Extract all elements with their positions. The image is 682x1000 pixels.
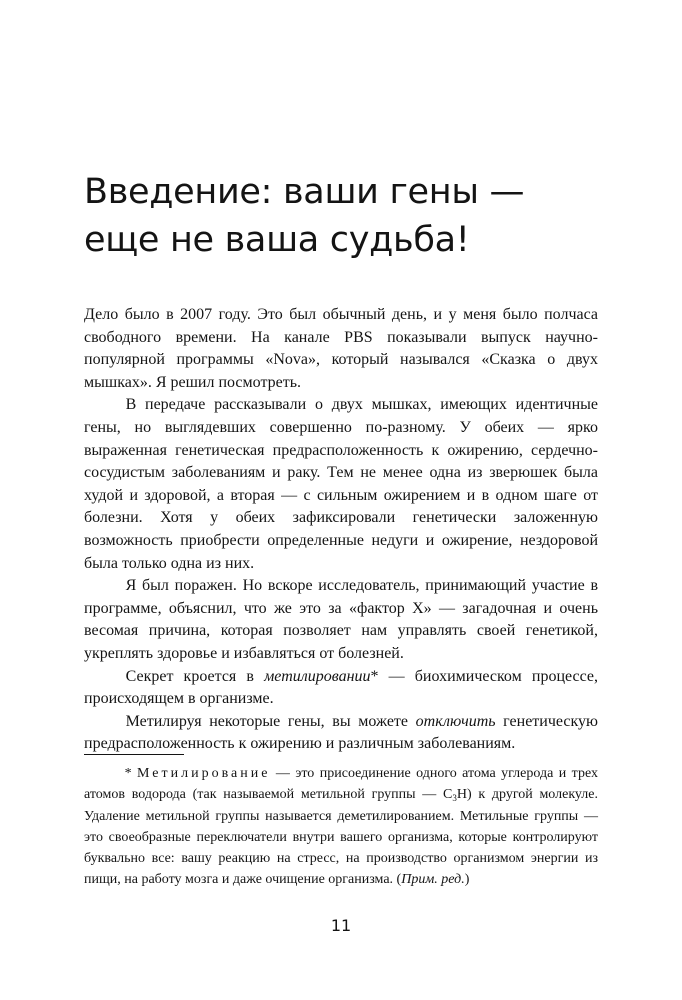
footnote-marker: * bbox=[124, 766, 138, 781]
footnote-subscript: 3 bbox=[452, 793, 457, 804]
paragraph-4-text-b: * — биохимическом процессе, происходящем в организме. bbox=[84, 667, 599, 708]
footnote-editor-note: Прим. ред. bbox=[401, 872, 465, 888]
chapter-title-line-2: еще не ваша судьба! bbox=[84, 220, 470, 260]
footnote-text-3: ) bbox=[464, 872, 470, 888]
footnote-term: Метилирование bbox=[137, 766, 271, 781]
paragraph-1: Дело было в 2007 году. Это был обычный день, и у меня было полчаса свободного времени. На канале PBS показывали выпуск научно-популярной программы «Nova», который назывался «Сказка о двух мышках». Я решил посмотреть. bbox=[84, 306, 598, 391]
footnote-text-2: H) к другой молекуле. Удаление метильной группы называется деметилированием. Метильные группы — это своеобразные переключатели внутри вашего организма, которые контролируют буквально все: вашу реакцию на стресс, на производство организмом энергии из пищи, на работу мозга и даже очищение организма. ( bbox=[84, 787, 599, 888]
paragraph-5-emphasis: отключить bbox=[415, 712, 496, 730]
footnote-text-1: — это присоединение одного атома углерода и трех атомов водорода (так называемой метильной группы — C bbox=[84, 766, 599, 803]
footnote bbox=[84, 763, 598, 891]
page-number: 11 bbox=[330, 916, 352, 935]
paragraph-2: В передаче рассказывали о двух мышках, имеющих идентичные гены, но выглядевших совершенно по-разному. У обеих — ярко выраженная генетическая предрасположенность к ожирению, сердечно-сосудистым заболеваниям и раку. Тем не менее одна из зверюшек была худой и здоровой, а вторая — с сильным ожирением и в одном шаге от болезни. Хотя у обеих зафиксировали генетически заложенную возможность приобрести определенные недуги и ожирение, нездоровой была только одна из них. bbox=[84, 396, 598, 572]
paragraph-4 bbox=[84, 666, 598, 711]
footnote-divider bbox=[84, 754, 184, 755]
paragraph-5-text-a: Метилируя некоторые гены, вы можете bbox=[125, 712, 416, 730]
paragraph-3: Я был поражен. Но вскоре исследователь, принимающий участие в программе, объяснил, что же это за «фактор X» — загадочная и очень весомая причина, которая позволяет нам управлять своей генетикой, укреплять здоровье и избавляться от болезней. bbox=[84, 577, 598, 662]
body-text bbox=[84, 304, 598, 756]
paragraph-4-text-a: Секрет кроется в bbox=[125, 667, 265, 685]
paragraph-5-text-b: генетическую предрасположенность к ожирению и различным заболеваниям. bbox=[84, 712, 598, 753]
chapter-title-line-1: Введение: ваши гены — bbox=[84, 172, 525, 212]
paragraph-5 bbox=[84, 711, 598, 756]
paragraph-4-emphasis: метилировании bbox=[264, 667, 371, 685]
chapter-title bbox=[84, 168, 644, 264]
